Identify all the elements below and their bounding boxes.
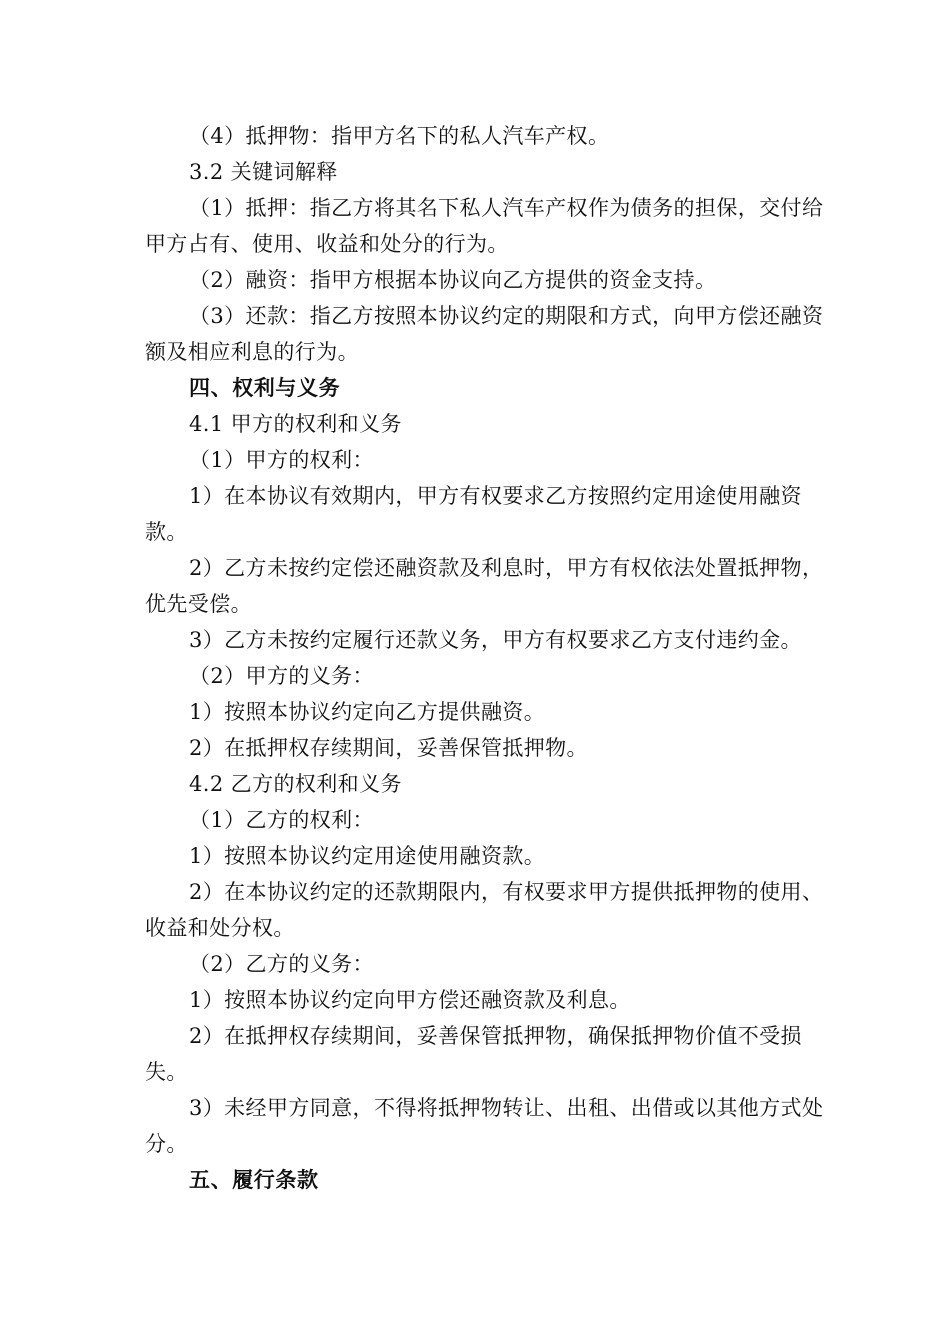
party-a-rights-label: （1）甲方的权利： xyxy=(189,448,374,472)
party-b-obligation-2: 2）在抵押权存续期间，妥善保管抵押物，确保抵押物价值不受损失。 xyxy=(145,1024,802,1084)
section-3-2-title: 3.2 关键词解释 xyxy=(189,160,338,184)
party-b-obligations-label: （2）乙方的义务： xyxy=(189,952,374,976)
party-b-right-2: 2）在本协议约定的还款期限内，有权要求甲方提供抵押物的使用、收益和处分权。 xyxy=(145,880,824,940)
party-a-obligation-1: 1）按照本协议约定向乙方提供融资。 xyxy=(189,700,546,724)
paragraph-collateral-definition: （4）抵押物：指甲方名下的私人汽车产权。 xyxy=(189,124,610,148)
party-a-right-2: 2）乙方未按约定偿还融资款及利息时，甲方有权依法处置抵押物，优先受偿。 xyxy=(145,556,824,616)
party-b-obligation-1: 1）按照本协议约定向甲方偿还融资款及利息。 xyxy=(189,988,631,1012)
party-b-right-1: 1）按照本协议约定用途使用融资款。 xyxy=(189,844,546,868)
party-b-rights-label: （1）乙方的权利： xyxy=(189,808,374,832)
party-a-obligations-label: （2）甲方的义务： xyxy=(189,664,374,688)
party-a-obligation-2: 2）在抵押权存续期间，妥善保管抵押物。 xyxy=(189,736,588,760)
document-body xyxy=(145,118,825,1198)
paragraph-repayment-definition: （3）还款：指乙方按照本协议约定的期限和方式，向甲方偿还融资额及相应利息的行为。 xyxy=(145,304,824,364)
paragraph-mortgage-definition: （1）抵押：指乙方将其名下私人汽车产权作为债务的担保，交付给甲方占有、使用、收益和处分的行为。 xyxy=(145,196,824,256)
heading-performance-terms: 五、履行条款 xyxy=(189,1168,319,1192)
party-a-right-3: 3）乙方未按约定履行还款义务，甲方有权要求乙方支付违约金。 xyxy=(189,628,802,652)
section-4-2-title: 4.2 乙方的权利和义务 xyxy=(189,772,402,796)
party-b-obligation-3: 3）未经甲方同意，不得将抵押物转让、出租、出借或以其他方式处分。 xyxy=(145,1096,824,1156)
heading-rights-obligations: 四、权利与义务 xyxy=(189,376,341,400)
section-4-1-title: 4.1 甲方的权利和义务 xyxy=(189,412,402,436)
party-a-right-1: 1）在本协议有效期内，甲方有权要求乙方按照约定用途使用融资款。 xyxy=(145,484,802,544)
paragraph-financing-definition: （2）融资：指甲方根据本协议向乙方提供的资金支持。 xyxy=(189,268,717,292)
